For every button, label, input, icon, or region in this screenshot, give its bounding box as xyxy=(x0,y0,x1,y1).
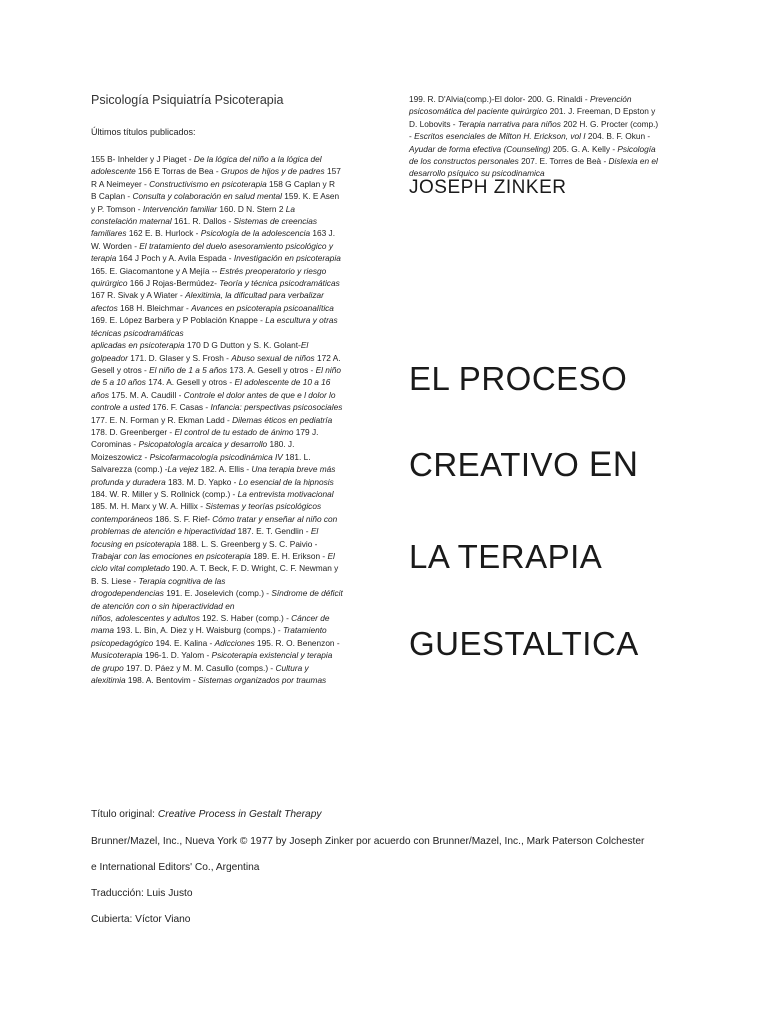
catalog-line xyxy=(91,289,359,301)
catalog-entry-text: 190. A. T. Beck, F. D. Wright, C. F. Newman y xyxy=(169,563,339,574)
catalog-book-title: ciclo vital completado xyxy=(91,563,170,574)
catalog-entry-text: 159. K. E Asen xyxy=(281,191,340,202)
catalog-line xyxy=(91,587,359,599)
catalog-line xyxy=(91,451,359,463)
catalog-entry-text: 186. S. F. Rief- xyxy=(152,513,213,524)
catalog-entry-text: 198. A. Bentovim - xyxy=(125,675,198,686)
catalog-book-title: Teoría y técnica psicodramáticas xyxy=(219,278,340,289)
catalog-entry-text: 189. E. H. Erikson - xyxy=(250,551,328,561)
catalog-entry-text: - xyxy=(409,131,415,142)
catalog-line xyxy=(91,414,359,426)
catalog-book-title: Psicopatología arcaica y desarrollo xyxy=(138,439,268,450)
catalog-book-title: El niño xyxy=(315,364,341,375)
catalog-book-title: Psicoterapia existencial y terapia xyxy=(211,650,333,661)
catalog-book-title: Lo esencial de la hipnosis xyxy=(238,476,334,487)
catalog-entry-text: 171. D. Glaser y S. Frosh - xyxy=(127,352,232,363)
catalog-book-title: drogodependencias xyxy=(91,588,164,599)
catalog-entry-text: R A Neimeyer - xyxy=(91,178,150,189)
catalog-entry-text: 160. D N. Stern 2 xyxy=(217,203,286,214)
catalog-book-title: Grupos de hijos y de padres xyxy=(220,166,325,177)
catalog-entry-text: 192. S. Haber (comp.) - xyxy=(199,613,292,624)
catalog-line xyxy=(91,339,359,351)
catalog-line xyxy=(91,178,359,190)
catalog-book-title: Tratamiento xyxy=(282,625,327,636)
catalog-book-title: El xyxy=(327,551,335,561)
catalog-line xyxy=(91,562,359,574)
catalog-book-title: Estrés preoperatorio y riesgo xyxy=(219,265,327,276)
catalog-book-title: controle a usted xyxy=(91,402,151,413)
catalog-entry-text: 191. E. Joselevich (comp.) - xyxy=(163,588,272,599)
catalog-line xyxy=(91,190,359,202)
catalog-entry-text: 170 D G Dutton y S. K. Golant- xyxy=(184,340,301,351)
catalog-line xyxy=(91,153,359,165)
catalog-book-title: años xyxy=(91,389,109,400)
catalog-book-title: Intervención familiar xyxy=(142,203,218,214)
catalog-book-title: Prevención xyxy=(589,94,632,104)
catalog-entry-text: y P. Tomson - xyxy=(91,203,143,214)
catalog-entry-text: 178. D. Greenberger - xyxy=(91,426,175,437)
book-title-line-2 xyxy=(409,445,639,485)
catalog-book-title: Sistemas de creencias xyxy=(233,216,317,227)
cover-credit: Cubierta: Víctor Viano xyxy=(91,914,191,925)
catalog-book-title: profunda y duradera xyxy=(91,476,166,487)
catalog-line xyxy=(91,215,359,227)
catalog-book-title: quirúrgico xyxy=(91,278,128,289)
catalog-book-title: de grupo xyxy=(91,662,124,673)
catalog-book-title: La vejez xyxy=(167,464,199,475)
catalog-book-title: psicopedagógico xyxy=(91,637,154,648)
catalog-line xyxy=(91,649,359,661)
book-title-word-creativo: CREATIVO xyxy=(409,446,580,483)
catalog-book-title: Controle el dolor antes de que e l dolor lo xyxy=(183,389,336,400)
catalog-line xyxy=(91,426,359,438)
catalog-line xyxy=(91,438,359,450)
catalog-book-title: Síndrome de déficit xyxy=(271,588,343,599)
translation-credit: Traducción: Luis Justo xyxy=(91,888,193,899)
catalog-entry-text: 162 E. B. Hurlock - xyxy=(126,228,201,239)
catalog-entry-text: 199. R. D'Alvia(comp.)-El dolor- 200. G. Rinaldi - xyxy=(409,94,590,104)
catalog-entry-text: 182. A. Ellis - xyxy=(198,464,252,475)
original-title-label: Título original: xyxy=(91,809,155,820)
catalog-book-title: Psicofarmacología psicodinámica IV xyxy=(149,451,283,462)
catalog-book-title: Psicología de la adolescencia xyxy=(200,228,311,239)
catalog-entry-text: Moizeszowicz - xyxy=(91,451,150,462)
catalog-book-title: afectos xyxy=(91,302,118,313)
catalog-book-title: Avances en psicoterapia psicoanalítica xyxy=(191,302,334,313)
catalog-book-title: Cáncer de xyxy=(291,613,330,624)
catalog-line xyxy=(91,550,359,562)
catalog-book-title: El xyxy=(310,526,319,537)
publisher-line-2: e International Editors' Co., Argentina xyxy=(91,862,260,873)
catalog-book-title: alexitimia xyxy=(91,675,126,686)
catalog-line xyxy=(91,525,359,537)
catalog-book-title: Investigación en psicoterapia xyxy=(233,253,341,264)
catalog-book-title: Trabajar con las emociones en psicoterapia xyxy=(91,551,251,561)
catalog-line xyxy=(409,155,677,167)
catalog-book-title: aplicadas en psicoterapia xyxy=(91,340,185,351)
catalog-book-title: Constructivismo en psicoterapia xyxy=(149,178,267,189)
catalog-entry-text: 201. J. Freeman, D Epston y xyxy=(547,106,656,117)
catalog-book-title: Cultura y xyxy=(275,662,309,673)
catalog-entry-text: 207. E. Torres de Beà - xyxy=(518,156,609,167)
catalog-book-title: golpeador xyxy=(91,352,128,363)
catalog-book-title: de atención con o sin hiperactividad en xyxy=(91,600,235,611)
catalog-list-right xyxy=(409,93,677,180)
catalog-line xyxy=(409,105,677,117)
original-title-line xyxy=(91,809,321,820)
book-title-word-en: EN xyxy=(588,445,639,484)
catalog-line xyxy=(91,488,359,500)
catalog-entry-text: 158 G Caplan y R xyxy=(266,178,335,189)
catalog-entry-text: 188. L. S. Greenberg y S. C. Paivio - xyxy=(180,538,318,549)
catalog-entry-text: 181. L. xyxy=(282,451,311,462)
catalog-entry-text: 195. R. O. Benenzon - xyxy=(254,637,340,648)
catalog-book-title: psicosomática del paciente quirúrgico xyxy=(409,106,548,117)
catalog-book-title: El adolescente de 10 a 16 xyxy=(234,377,331,388)
catalog-entry-text: 165. E. Giacomantone y A Mejía -- xyxy=(91,265,220,276)
catalog-entry-text: 176. F. Casas - xyxy=(150,402,211,413)
catalog-entry-text: 204. B. F. Okun - xyxy=(585,131,651,142)
catalog-entry-text: 180. J. xyxy=(267,439,295,450)
catalog-book-title: La escultura y otras xyxy=(265,315,338,326)
catalog-book-title: Musicoterapia xyxy=(91,650,143,661)
catalog-book-title: Adicciones xyxy=(214,637,255,648)
catalog-book-title: El niño de 1 a 5 años xyxy=(149,364,228,375)
catalog-entry-text: 173. A. Gesell y otros - xyxy=(227,364,316,375)
catalog-line xyxy=(91,637,359,649)
catalog-line xyxy=(91,513,359,525)
catalog-line xyxy=(91,203,359,215)
catalog-entry-text: 205. G. A. Kelly - xyxy=(550,143,618,154)
publisher-line: Brunner/Mazel, Inc., Nueva York © 1977 by Joseph Zinker por acuerdo con Brunner/Mazel, Inc., Mark Paterson Colchester xyxy=(91,836,645,847)
catalog-line xyxy=(91,600,359,612)
catalog-line xyxy=(91,500,359,512)
catalog-entry-text: 185. M. H. Marx y W. A. Hillix - xyxy=(91,501,206,512)
catalog-entry-text: W. Worden - xyxy=(91,240,140,251)
catalog-book-title: problemas de atención e hiperactividad xyxy=(91,526,236,537)
catalog-line xyxy=(91,265,359,277)
catalog-entry-text: 166 J Rojas-Bermúdez- xyxy=(127,278,220,289)
original-title: Creative Process in Gestalt Therapy xyxy=(157,809,322,820)
catalog-line xyxy=(409,93,677,105)
catalog-book-title: El tratamiento del duelo asesoramiento psicológico y xyxy=(139,240,333,251)
catalog-line xyxy=(91,376,359,388)
catalog-book-title: terapia xyxy=(91,253,117,264)
catalog-entry-text: D. Lobovits - xyxy=(409,118,458,129)
book-title-line-1: EL PROCESO xyxy=(409,360,628,397)
catalog-line xyxy=(409,118,677,130)
catalog-line xyxy=(91,463,359,475)
catalog-entry-text: 168 H. Bleichmar - xyxy=(117,302,192,313)
catalog-line xyxy=(91,327,359,339)
catalog-line xyxy=(91,476,359,488)
catalog-entry-text: 164 J Poch y A. Avila Espada - xyxy=(116,253,234,264)
catalog-line xyxy=(409,143,677,155)
catalog-entry-text: 169. E. López Barbera y P Población Knappe - xyxy=(91,315,266,326)
book-title-line-3: LA TERAPIA xyxy=(409,538,603,575)
catalog-entry-text: 156 E Torras de Bea - xyxy=(135,166,221,177)
catalog-book-title: familiares xyxy=(91,228,127,239)
catalog-entry-text: 167 R. Sivak y A Wiater - xyxy=(91,290,186,301)
catalog-book-title: desarrollo psíquico su psicodinamica xyxy=(409,168,545,179)
catalog-list-left xyxy=(91,153,359,686)
catalog-book-title: Terapia cognitiva de las xyxy=(138,575,226,586)
catalog-line xyxy=(91,165,359,177)
catalog-book-title: Dilemas éticos en pediatría xyxy=(232,414,333,425)
catalog-entry-text: 193. L. Bin, A. Diez y H. Waisburg (comps.) - xyxy=(114,625,283,636)
catalog-line xyxy=(91,674,359,686)
catalog-book-title: mama xyxy=(91,625,115,636)
catalog-line xyxy=(91,364,359,376)
catalog-line xyxy=(91,240,359,252)
catalog-entry-text: 157 xyxy=(324,166,341,177)
catalog-line xyxy=(91,612,359,624)
catalog-book-title: Consulta y colaboración en salud mental xyxy=(132,191,282,202)
catalog-book-title: de los constructos personales xyxy=(409,156,519,167)
catalog-entry-text: 163 J. xyxy=(310,228,336,239)
catalog-line xyxy=(91,662,359,674)
catalog-entry-text: 177. E. N. Forman y R. Ekman Ladd - xyxy=(91,414,233,425)
catalog-entry-text: 174. A. Gesell y otros - xyxy=(145,377,235,388)
catalog-entry-text: Corominas - xyxy=(91,439,139,450)
catalog-entry-text: 194. E. Kalina - xyxy=(153,637,215,648)
catalog-line xyxy=(91,252,359,264)
catalog-line xyxy=(91,352,359,364)
catalog-book-title: Escritos esenciales de Milton H. Erickson, vol I xyxy=(414,131,586,142)
catalog-book-title: niños, adolescentes y adultos xyxy=(91,613,200,624)
catalog-entry-text: 175. M. A. Caudill - xyxy=(109,389,184,400)
catalog-book-title: constelación maternal xyxy=(91,216,172,227)
catalog-book-title: Una terapia breve más xyxy=(251,464,336,475)
catalog-book-title: Sistemas y teorías psicológicos xyxy=(205,501,322,512)
catalog-book-title: de 5 a 10 años xyxy=(91,377,146,388)
catalog-entry-text: 202 H. G. Procter (comp.) xyxy=(560,118,659,129)
catalog-entry-text: 196-1. D. Yalom - xyxy=(142,650,212,661)
catalog-book-title: Sistemas organizados por traumas xyxy=(198,675,327,686)
catalog-entry-text: 161. R. Dallos - xyxy=(171,216,234,227)
catalog-book-title: El control de tu estado de ánimo xyxy=(174,426,294,437)
catalog-entry-text: B. S. Liese - xyxy=(91,575,139,586)
catalog-book-title: El xyxy=(300,340,309,351)
catalog-line xyxy=(91,575,359,587)
catalog-book-title: De la lógica del niño a la lógica del xyxy=(193,154,322,164)
catalog-book-title: Infancia: perspectivas psicosociales xyxy=(210,402,343,413)
catalog-line xyxy=(91,401,359,413)
list-heading: Últimos títulos publicados: xyxy=(91,127,196,137)
catalog-line xyxy=(91,538,359,550)
catalog-entry-text: 179 J. xyxy=(293,426,319,437)
catalog-entry-text: 155 B- Inhelder y J Piaget - xyxy=(91,154,194,164)
catalog-entry-text: 184. W. R. Miller y S. Rollnick (comp.) - xyxy=(91,488,238,499)
catalog-entry-text: Gesell y otros - xyxy=(91,364,150,375)
catalog-book-title: técnicas psicodramáticas xyxy=(91,327,184,338)
book-title-line-4: GUESTALTICA xyxy=(409,625,639,662)
catalog-line xyxy=(91,314,359,326)
catalog-line xyxy=(91,277,359,289)
catalog-line xyxy=(91,227,359,239)
catalog-book-title: Cómo tratar y enseñar al niño con xyxy=(212,513,338,524)
catalog-entry-text: 172 A. xyxy=(314,352,341,363)
catalog-book-title: Psicología xyxy=(617,143,656,154)
catalog-entry-text: 197. D. Páez y M. M. Casullo (comps.) - xyxy=(123,662,276,673)
series-title: Psicología Psiquiatría Psicoterapia xyxy=(91,93,284,107)
catalog-entry-text: 187. E. T. Gendlin - xyxy=(235,526,311,537)
catalog-line xyxy=(91,624,359,636)
catalog-book-title: adolescente xyxy=(91,166,136,177)
catalog-line xyxy=(409,130,677,142)
author-name: JOSEPH ZINKER xyxy=(409,177,567,198)
catalog-line xyxy=(91,302,359,314)
catalog-entry-text: Salvarezza (comp.) - xyxy=(91,464,168,475)
catalog-book-title: contemporáneos xyxy=(91,513,153,524)
catalog-book-title: La xyxy=(285,203,296,214)
catalog-book-title: Alexitimia, la dificultad para verbalizar xyxy=(185,290,324,301)
catalog-book-title: La entrevista motivacional xyxy=(237,488,334,499)
catalog-book-title: Abuso sexual de niños xyxy=(231,352,315,363)
catalog-book-title: Ayudar de forma efectiva (Counseling) xyxy=(409,143,551,154)
catalog-entry-text: 183. M. D. Yapko - xyxy=(165,476,239,487)
catalog-book-title: Dislexia en el xyxy=(608,156,658,167)
catalog-book-title: focusing en psicoterapia xyxy=(91,538,181,549)
catalog-entry-text: B Caplan - xyxy=(91,191,133,202)
catalog-book-title: Terapia narrativa para niños xyxy=(457,118,561,129)
catalog-line xyxy=(91,389,359,401)
